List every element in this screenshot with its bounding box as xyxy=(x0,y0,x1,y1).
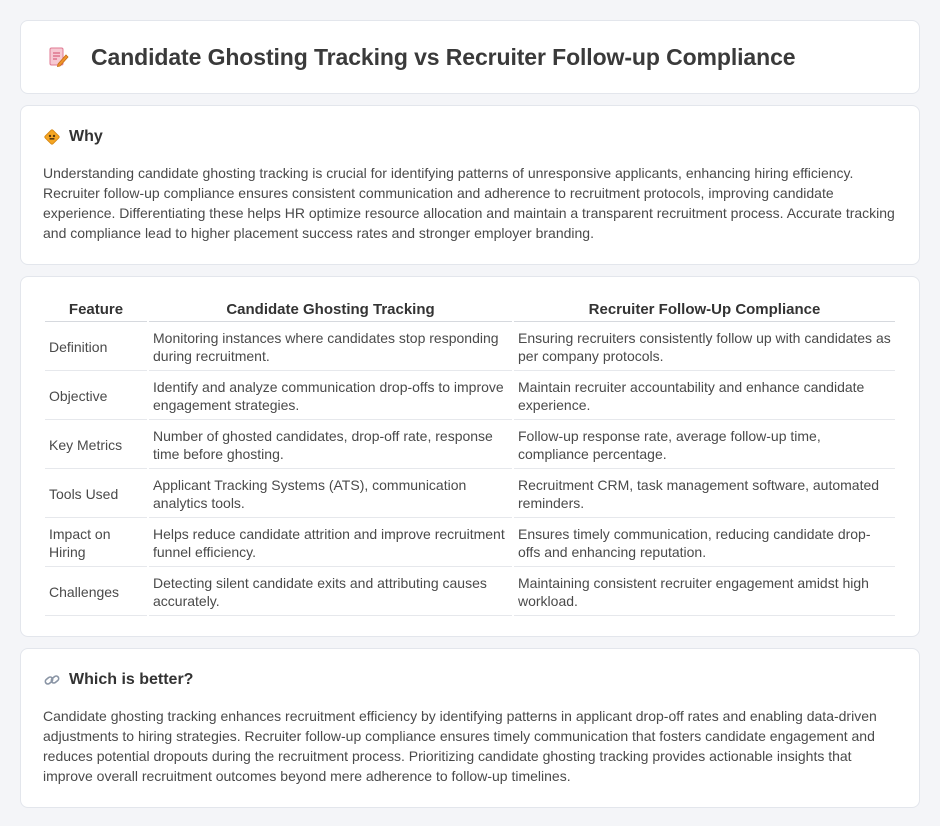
warning-sign-icon xyxy=(43,128,61,146)
ghosting-cell: Helps reduce candidate attrition and improve recruitment funnel efficiency. xyxy=(149,518,512,567)
feature-cell: Objective xyxy=(45,371,147,420)
comparison-table-card xyxy=(20,276,920,637)
compliance-cell: Maintaining consistent recruiter engagement amidst high workload. xyxy=(514,567,895,616)
why-section xyxy=(20,105,920,265)
edit-document-icon xyxy=(47,46,69,68)
ghosting-cell: Number of ghosted candidates, drop-off rate, response time before ghosting. xyxy=(149,420,512,469)
compliance-cell: Follow-up response rate, average follow-up time, compliance percentage. xyxy=(514,420,895,469)
compliance-cell: Maintain recruiter accountability and enhance candidate experience. xyxy=(514,371,895,420)
which-title: Which is better? xyxy=(69,671,194,688)
header-feature: Feature xyxy=(45,297,147,322)
table-row xyxy=(45,322,895,371)
feature-cell: Impact on Hiring xyxy=(45,518,147,567)
table-row xyxy=(45,567,895,616)
table-row xyxy=(45,518,895,567)
link-icon xyxy=(43,671,61,689)
compliance-cell: Recruitment CRM, task management software, automated reminders. xyxy=(514,469,895,518)
feature-cell: Key Metrics xyxy=(45,420,147,469)
which-heading xyxy=(43,671,897,689)
ghosting-cell: Detecting silent candidate exits and attributing causes accurately. xyxy=(149,567,512,616)
ghosting-cell: Identify and analyze communication drop-offs to improve engagement strategies. xyxy=(149,371,512,420)
ghosting-cell: Monitoring instances where candidates stop responding during recruitment. xyxy=(149,322,512,371)
title-card xyxy=(20,20,920,94)
table-header-row xyxy=(45,297,895,322)
table-row xyxy=(45,420,895,469)
table-row xyxy=(45,371,895,420)
header-ghosting: Candidate Ghosting Tracking xyxy=(149,297,512,322)
feature-cell: Challenges xyxy=(45,567,147,616)
which-section xyxy=(20,648,920,808)
compliance-cell: Ensuring recruiters consistently follow up with candidates as per company protocols. xyxy=(514,322,895,371)
comparison-table xyxy=(43,297,897,616)
why-text: Understanding candidate ghosting tracking is crucial for identifying patterns of unresponsive applicants, enhancing hiring efficiency. Recruiter follow-up compliance ensures consistent communication and adherence to recruitment protocols, improving candidate experience. Differentiating these helps HR optimize resource allocation and maintain a transparent recruitment process. Accurate tracking and compliance lead to higher placement success rates and stronger employer branding. xyxy=(43,165,895,241)
why-heading xyxy=(43,128,897,146)
which-text: Candidate ghosting tracking enhances recruitment efficiency by identifying patterns in applicant drop-off rates and enabling data-driven adjustments to hiring strategies. Recruiter follow-up compliance ensures timely communication that fosters candidate engagement and reduces potential dropouts during the recruitment process. Prioritizing candidate ghosting tracking provides actionable insights that improve overall recruitment outcomes beyond mere adherence to follow-up timelines. xyxy=(43,708,877,784)
feature-cell: Tools Used xyxy=(45,469,147,518)
feature-cell: Definition xyxy=(45,322,147,371)
page-title: Candidate Ghosting Tracking vs Recruiter Follow-up Compliance xyxy=(91,43,796,70)
ghosting-cell: Applicant Tracking Systems (ATS), communication analytics tools. xyxy=(149,469,512,518)
compliance-cell: Ensures timely communication, reducing candidate drop-offs and enhancing reputation. xyxy=(514,518,895,567)
why-title: Why xyxy=(69,128,103,145)
header-compliance: Recruiter Follow-Up Compliance xyxy=(514,297,895,322)
table-row xyxy=(45,469,895,518)
